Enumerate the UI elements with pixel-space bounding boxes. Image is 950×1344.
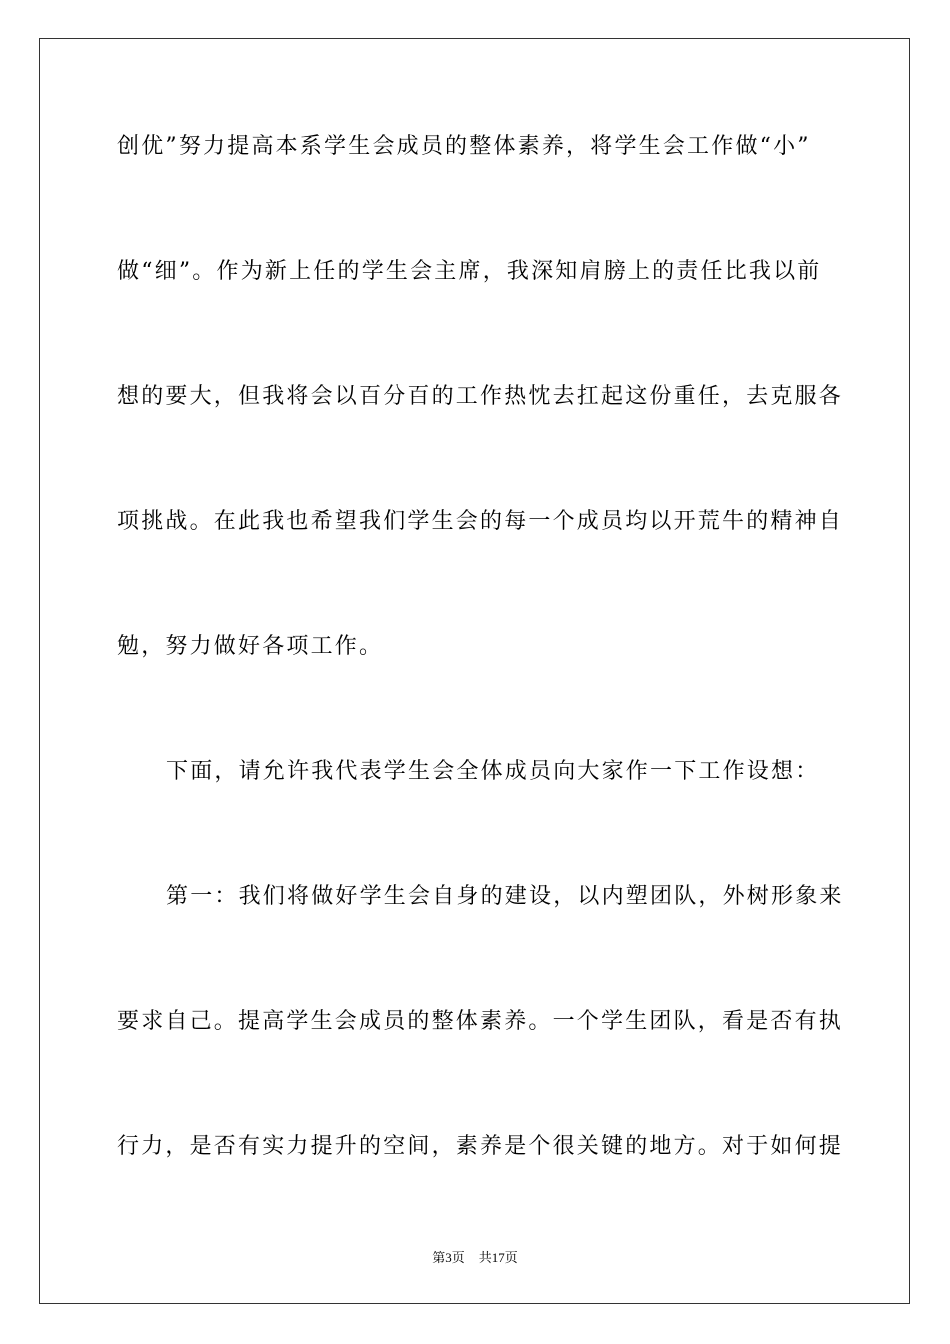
total-pages: 共17页: [478, 1250, 518, 1265]
text-line: 做“细”。作为新上任的学生会主席，我深知肩膀上的责任比我以前: [117, 259, 822, 284]
page-number: 第3页: [432, 1250, 465, 1265]
text-line: 想的要大，但我将会以百分百的工作热忱去扛起这份重任，去克服各: [117, 384, 844, 409]
text-line: 行力，是否有实力提升的空间，素养是个很关键的地方。对于如何提: [117, 1134, 844, 1159]
page-footer: [0, 1247, 950, 1266]
page-border: [39, 38, 910, 1304]
text-line: 要求自己。提高学生会成员的整体素养。一个学生团队，看是否有执: [117, 1009, 844, 1034]
text-line: 项挑战。在此我也希望我们学生会的每一个成员均以开荒牛的精神自: [117, 509, 844, 534]
text-line: 下面，请允许我代表学生会全体成员向大家作一下工作设想：: [166, 759, 820, 784]
text-line: 第一：我们将做好学生会自身的建设，以内塑团队，外树形象来: [166, 884, 844, 909]
text-line: 勉，努力做好各项工作。: [117, 634, 384, 659]
text-line: 创优”努力提高本系学生会成员的整体素养，将学生会工作做“小”: [117, 134, 811, 159]
